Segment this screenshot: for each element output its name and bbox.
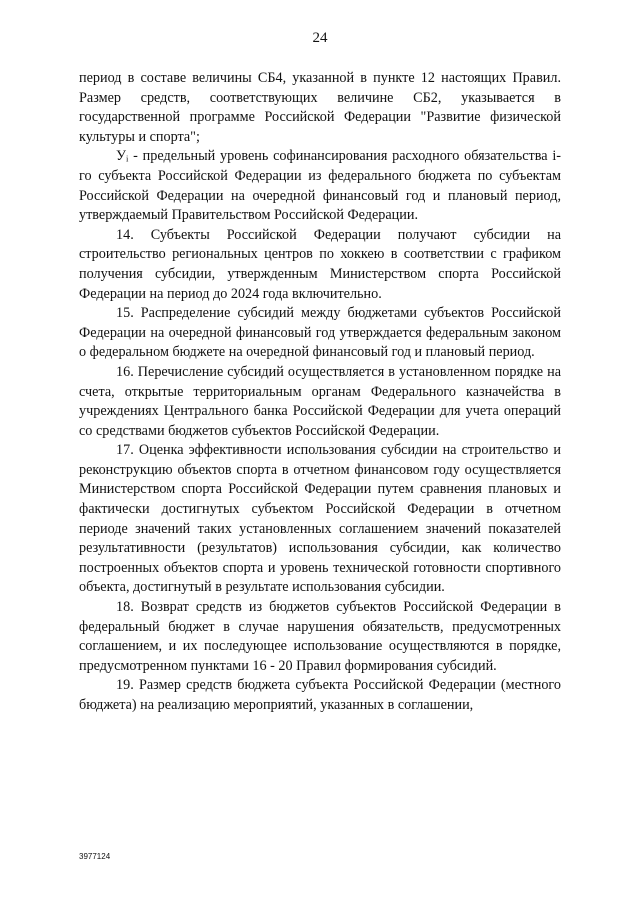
paragraph-continuation: период в составе величины СБ4, указанной в пункте 12 настоящих Правил. Размер средств, соответствующих величине СБ2, указывается в государственной программе Российской Федерации "Развитие физической культуры и спорта"; — [79, 70, 561, 145]
paragraph-ui-definition: Уᵢ - предельный уровень софинансирования расходного обязательства i-го субъекта Российской Федерации из федерального бюджета по субъектам Российской Федерации на очередной финансовый год и плановый период, утверждаемый Правительством Российской Федерации. — [79, 148, 561, 224]
body-text — [79, 69, 561, 716]
page-number: 24 — [312, 30, 328, 46]
paragraph-14: 14. Субъекты Российской Федерации получают субсидии на строительство региональных центров по хоккею в соответствии с графиком получения субсидии, утвержденным Министерством спорта Российской Федерации на период до 2024 года включительно. — [79, 226, 561, 302]
document-id: 3977124 — [79, 852, 111, 861]
paragraph-16: 16. Перечисление субсидий осуществляется в установленном порядке на счета, открытые территориальным органам Федерального казначейства в учреждениях Центрального банка Российской Федерации для учета операций со средствами бюджетов субъектов Российской Федерации. — [79, 363, 561, 439]
paragraph-17: 17. Оценка эффективности использования субсидии на строительство и реконструкцию объектов спорта в отчетном финансовом году осуществляется Министерством спорта Российской Федерации путем сравнения плановых и фактически достигнутых субъектом Российской Федерации в отчетном периоде значений таких установленных соглашением значений показателей результативности (результатов) использования субсидии, как количество построенных объектов спорта и уровень технической готовности спортивного объекта, достигнутый в результате использования субсидии. — [79, 442, 561, 596]
paragraph-18: 18. Возврат средств из бюджетов субъектов Российской Федерации в федеральный бюджет в случае нарушения обязательств, предусмотренных соглашением, и их последующее использование осуществляются в порядке, предусмотренном пунктами 16 - 20 Правил формирования субсидий. — [79, 599, 561, 674]
paragraph-15: 15. Распределение субсидий между бюджетами субъектов Российской Федерации на очередной финансовый год утверждается федеральным законом о федеральном бюджете на очередной финансовый год и плановый период. — [79, 305, 561, 361]
paragraph-19: 19. Размер средств бюджета субъекта Российской Федерации (местного бюджета) на реализацию мероприятий, указанных в соглашении, — [79, 677, 561, 713]
